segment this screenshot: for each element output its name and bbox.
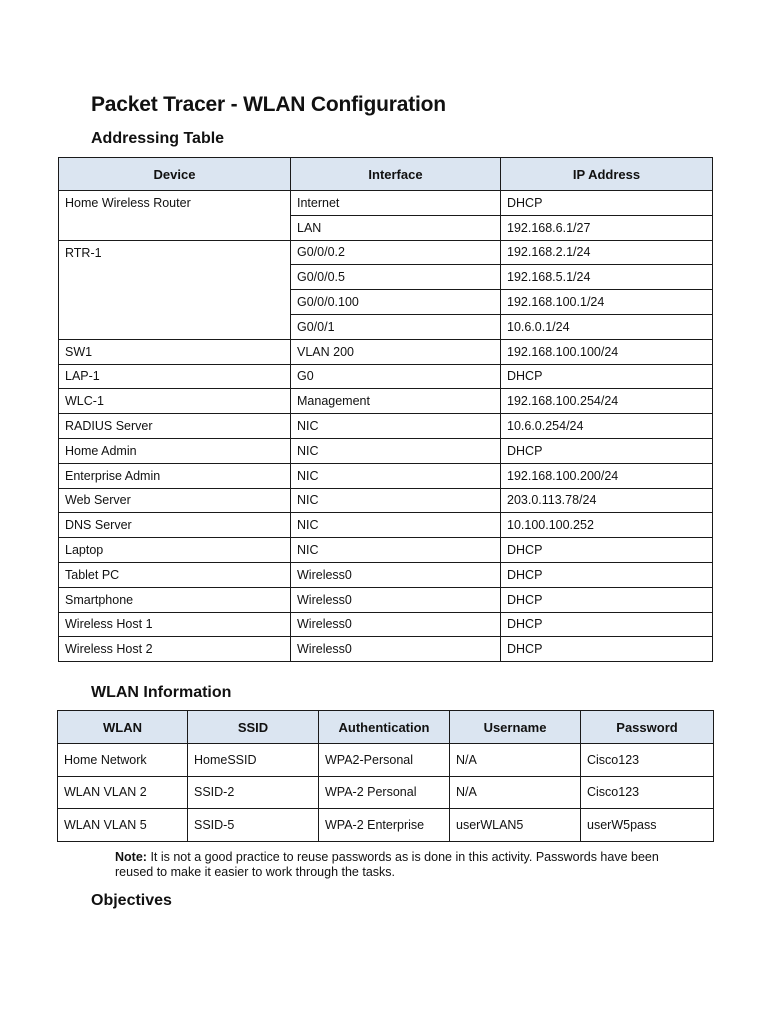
ip-cell: DHCP	[501, 538, 713, 563]
table-row	[58, 744, 714, 777]
addressing-table-heading: Addressing Table	[91, 130, 225, 147]
ip-cell: 192.168.100.254/24	[501, 389, 713, 414]
username-cell: userWLAN5	[450, 809, 581, 842]
table-row	[58, 776, 714, 809]
interface-cell: NIC	[291, 538, 501, 563]
interface-cell: NIC	[291, 513, 501, 538]
ssid-cell: HomeSSID	[188, 744, 319, 777]
device-cell: Web Server	[59, 488, 291, 513]
username-cell: N/A	[450, 744, 581, 777]
ip-cell: DHCP	[501, 191, 713, 216]
interface-cell: NIC	[291, 414, 501, 439]
interface-cell: G0/0/0.5	[291, 265, 501, 290]
column-header-wlan: WLAN	[58, 711, 188, 744]
ip-cell: 192.168.2.1/24	[501, 240, 713, 265]
device-cell: Enterprise Admin	[59, 463, 291, 488]
note-label: Note:	[115, 850, 147, 864]
ip-cell: 10.6.0.1/24	[501, 314, 713, 339]
ssid-cell: SSID-5	[188, 809, 319, 842]
authentication-cell: WPA2-Personal	[319, 744, 450, 777]
ip-cell: 192.168.100.100/24	[501, 339, 713, 364]
table-row	[59, 513, 713, 538]
ip-cell: 203.0.113.78/24	[501, 488, 713, 513]
interface-cell: G0/0/1	[291, 314, 501, 339]
ip-cell: DHCP	[501, 364, 713, 389]
interface-cell: NIC	[291, 438, 501, 463]
table-row	[59, 240, 713, 265]
column-header-authentication: Authentication	[319, 711, 450, 744]
device-cell: Wireless Host 1	[59, 612, 291, 637]
ip-cell: 192.168.5.1/24	[501, 265, 713, 290]
table-row	[59, 339, 713, 364]
interface-cell: NIC	[291, 488, 501, 513]
interface-cell: Wireless0	[291, 637, 501, 662]
device-cell: Home Wireless Router	[59, 191, 291, 241]
table-row	[59, 612, 713, 637]
note-text: It is not a good practice to reuse passwords as is done in this activity. Passwords have been reused to make it easier to work through the tasks.	[115, 850, 659, 879]
table-row	[59, 364, 713, 389]
ip-cell: 192.168.100.1/24	[501, 290, 713, 315]
device-cell: Smartphone	[59, 587, 291, 612]
interface-cell: Wireless0	[291, 587, 501, 612]
table-row	[59, 562, 713, 587]
authentication-cell: WPA-2 Personal	[319, 776, 450, 809]
note-paragraph	[115, 850, 695, 880]
ssid-cell: SSID-2	[188, 776, 319, 809]
username-cell: N/A	[450, 776, 581, 809]
interface-cell: Management	[291, 389, 501, 414]
device-cell: WLC-1	[59, 389, 291, 414]
wlan-cell: WLAN VLAN 2	[58, 776, 188, 809]
device-cell: Tablet PC	[59, 562, 291, 587]
interface-cell: VLAN 200	[291, 339, 501, 364]
device-cell: LAP-1	[59, 364, 291, 389]
device-cell: Home Admin	[59, 438, 291, 463]
ip-cell: 10.100.100.252	[501, 513, 713, 538]
password-cell: userW5pass	[581, 809, 714, 842]
interface-cell: Internet	[291, 191, 501, 216]
device-cell: Laptop	[59, 538, 291, 563]
table-header-row	[59, 158, 713, 191]
table-row	[59, 191, 713, 216]
wlan-information-heading: WLAN Information	[91, 684, 232, 701]
interface-cell: NIC	[291, 463, 501, 488]
table-row	[59, 438, 713, 463]
authentication-cell: WPA-2 Enterprise	[319, 809, 450, 842]
interface-cell: G0/0/0.100	[291, 290, 501, 315]
device-cell: SW1	[59, 339, 291, 364]
ip-cell: DHCP	[501, 562, 713, 587]
table-header-row	[58, 711, 714, 744]
column-header-username: Username	[450, 711, 581, 744]
table-row	[59, 587, 713, 612]
table-row	[58, 809, 714, 842]
wlan-cell: Home Network	[58, 744, 188, 777]
column-header-password: Password	[581, 711, 714, 744]
objectives-heading: Objectives	[91, 892, 172, 909]
addressing-table	[58, 157, 713, 662]
ip-cell: DHCP	[501, 612, 713, 637]
table-row	[59, 637, 713, 662]
ip-cell: DHCP	[501, 587, 713, 612]
interface-cell: LAN	[291, 215, 501, 240]
ip-cell: 192.168.100.200/24	[501, 463, 713, 488]
interface-cell: G0/0/0.2	[291, 240, 501, 265]
interface-cell: Wireless0	[291, 612, 501, 637]
interface-cell: Wireless0	[291, 562, 501, 587]
wlan-information-table	[57, 710, 714, 842]
ip-cell: DHCP	[501, 438, 713, 463]
table-row	[59, 389, 713, 414]
page-title: Packet Tracer - WLAN Configuration	[91, 93, 446, 116]
column-header-interface: Interface	[291, 158, 501, 191]
table-row	[59, 538, 713, 563]
ip-cell: 192.168.6.1/27	[501, 215, 713, 240]
device-cell: DNS Server	[59, 513, 291, 538]
column-header-ip-address: IP Address	[501, 158, 713, 191]
table-row	[59, 488, 713, 513]
interface-cell: G0	[291, 364, 501, 389]
password-cell: Cisco123	[581, 744, 714, 777]
column-header-ssid: SSID	[188, 711, 319, 744]
password-cell: Cisco123	[581, 776, 714, 809]
device-cell: Wireless Host 2	[59, 637, 291, 662]
table-row	[59, 414, 713, 439]
device-cell: RADIUS Server	[59, 414, 291, 439]
column-header-device: Device	[59, 158, 291, 191]
device-cell: RTR-1	[59, 240, 291, 339]
wlan-cell: WLAN VLAN 5	[58, 809, 188, 842]
ip-cell: 10.6.0.254/24	[501, 414, 713, 439]
table-row	[59, 463, 713, 488]
ip-cell: DHCP	[501, 637, 713, 662]
